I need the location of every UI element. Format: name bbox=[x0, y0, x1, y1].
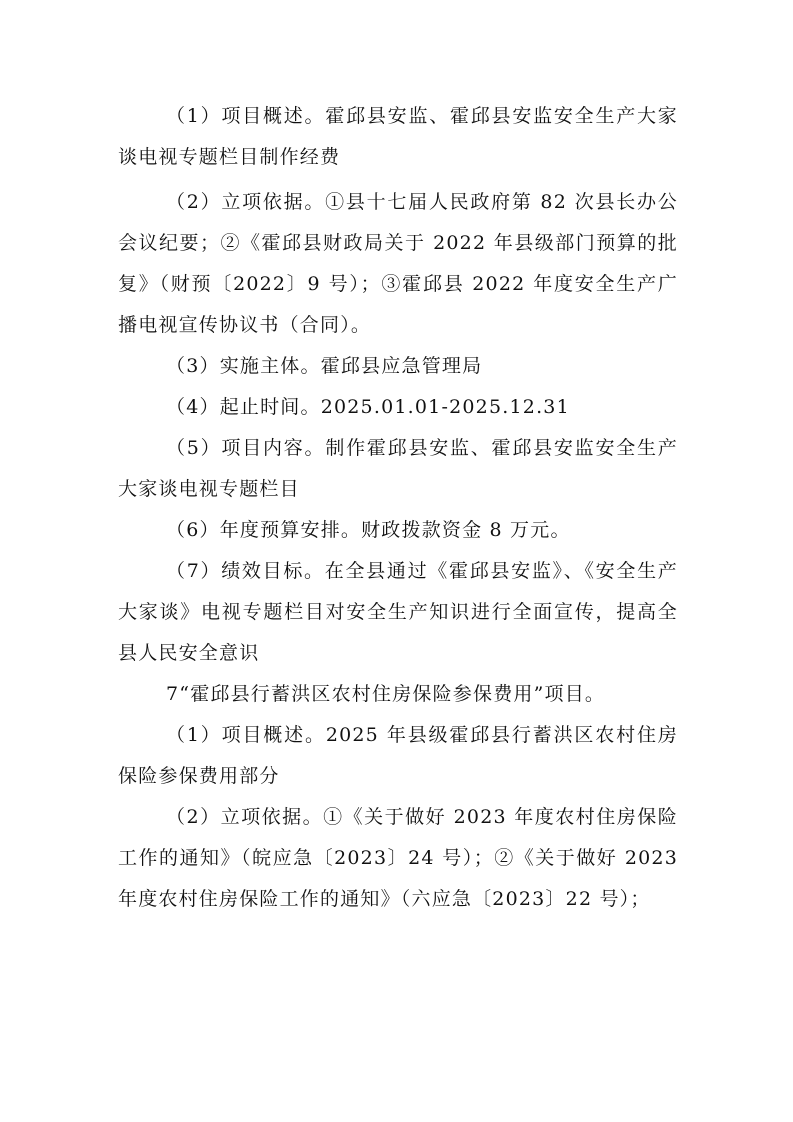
paragraph-project-content: （5）项目内容。制作霍邱县安监、霍邱县安监安全生产大家谈电视专题栏目 bbox=[118, 437, 678, 500]
paragraph-implementing-body: （3）实施主体。霍邱县应急管理局 bbox=[166, 355, 483, 377]
paragraph-project-overview: （1）项目概述。霍邱县安监、霍邱县安监安全生产大家谈电视专题栏目制作经费 bbox=[118, 105, 678, 168]
section-heading-item-7: 7“霍邱县行蓄洪区农村住房保险参保费用”项目。 bbox=[166, 683, 606, 705]
paragraph-item7-overview: （1）项目概述。2025 年县级霍邱县行蓄洪区农村住房保险参保费用部分 bbox=[118, 724, 678, 787]
paragraph-annual-budget: （6）年度预算安排。财政拨款资金 8 万元。 bbox=[166, 519, 571, 541]
paragraph-performance-goals: （7）绩效目标。在全县通过《霍邱县安监》、《安全生产大家谈》电视专题栏目对安全生产知识进行全面宣传，提高全县人民安全意识 bbox=[118, 560, 678, 664]
paragraph-item7-basis: （2）立项依据。①《关于做好 2023 年度农村住房保险工作的通知》（皖应急〔2023〕24 号）；②《关于做好 2023 年度农村住房保险工作的通知》（六应急〔2023〕22 号）； bbox=[118, 806, 678, 910]
paragraph-project-basis: （2）立项依据。①县十七届人民政府第 82 次县长办公会议纪要；②《霍邱县财政局关于 2022 年县级部门预算的批复》（财预〔2022〕9 号）；③霍邱县 2022 年度安全生产广播电视宣传协议书（合同）。 bbox=[118, 191, 678, 336]
paragraph-period: （4）起止时间。2025.01.01-2025.12.31 bbox=[166, 396, 570, 418]
